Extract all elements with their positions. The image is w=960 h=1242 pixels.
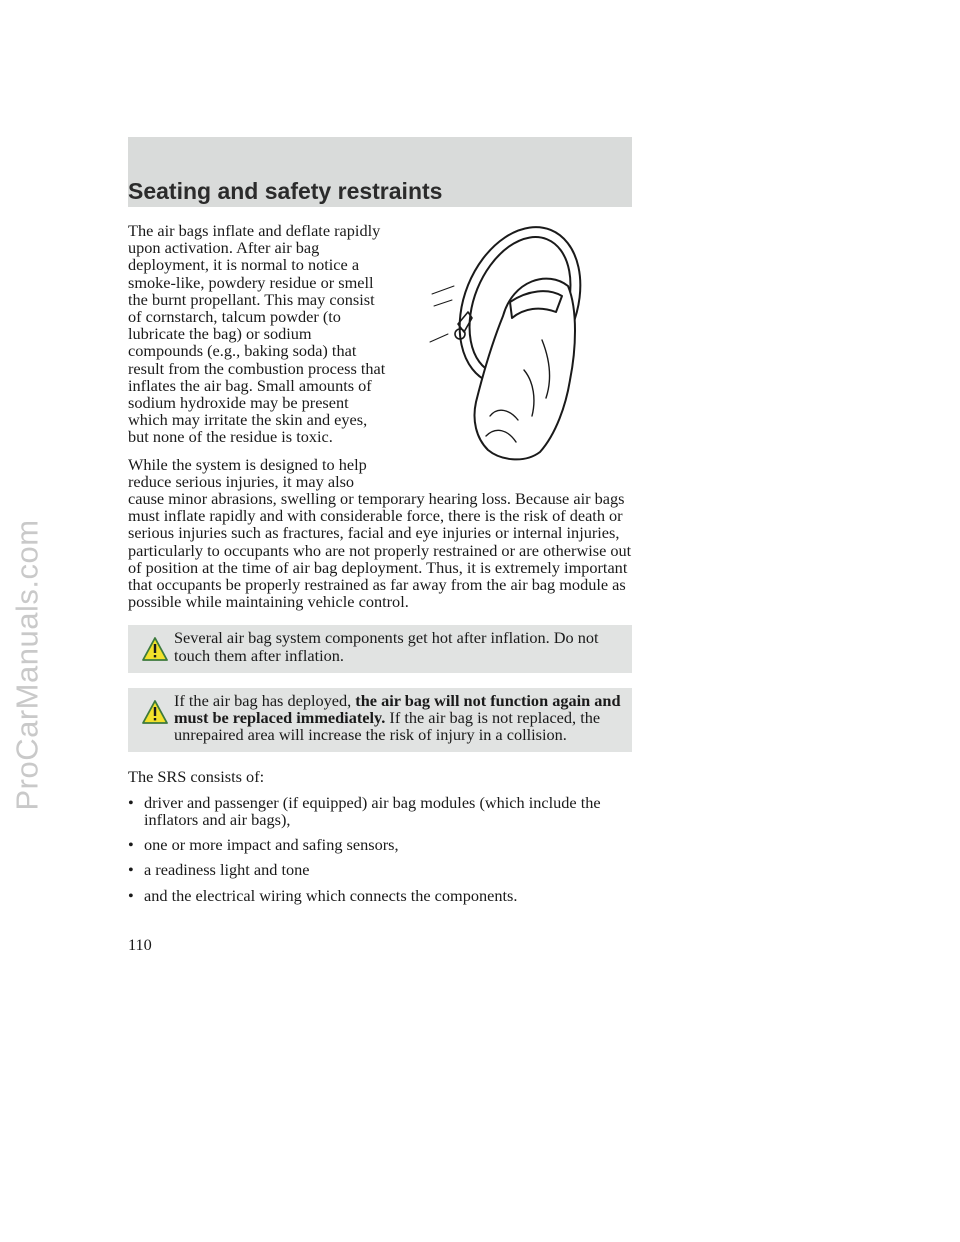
warning-text-deployed <box>128 692 626 744</box>
airbag-deployment-illustration <box>428 220 606 464</box>
warning-deployed-bold: the air bag will not function again and must be replaced immediately. <box>174 690 621 728</box>
warning-box-deployed <box>128 688 632 753</box>
list-item <box>128 861 632 878</box>
injury-paragraph-rest: cause minor abrasions, swelling or temporary hearing loss. Because air bags must inflate rapidly and with considerable force, there is the risk of death or serious injuries such as fractures, facial and eye injuries or internal injuries, particularly to occupants who are not properly restrained or are otherwise out of position at the time of air bag deployment. Thus, it is extremely important that occupants be properly restrained as far away from the air bag module as possible while maintaining vehicle control. <box>128 489 632 612</box>
watermark <box>2 430 54 900</box>
page-number: 110 <box>128 935 152 954</box>
bullet-glyph: • <box>128 860 134 880</box>
list-item <box>128 836 632 853</box>
warning-text-hot-components: Several air bag system components get hot after inflation. Do not touch them after inflation. <box>174 628 599 665</box>
injury-paragraph <box>128 456 632 611</box>
list-item-text: and the electrical wiring which connects the components. <box>144 885 518 905</box>
injury-paragraph-lead: While the system is designed to help reduce serious injuries, it may also <box>128 454 367 491</box>
list-item-text: one or more impact and safing sensors, <box>144 835 399 855</box>
page-content <box>128 222 632 912</box>
bullet-glyph: • <box>128 835 134 855</box>
bullet-glyph: • <box>128 792 134 812</box>
intro-paragraph: The air bags inflate and deflate rapidly upon activation. After air bag deployment, it is normal to notice a smoke-like, powdery residue or smell the burnt propellant. This may consist of cornstarch, talcum powder (to lubricate the bag) or sodium compounds (e.g., baking soda) that result from the combustion process that inflates the air bag. Small amounts of sodium hydroxide may be present which may irritate the skin and eyes, but none of the residue is toxic. <box>128 221 386 447</box>
watermark-text: ProCarManuals.com <box>10 519 46 811</box>
section-title: Seating and safety restraints <box>128 178 443 204</box>
warning-deployed-lead: If the air bag has deployed, <box>174 690 352 710</box>
warning-triangle-icon <box>142 637 168 661</box>
list-item <box>128 887 632 904</box>
bullet-glyph: • <box>128 885 134 905</box>
warning-box-hot-components <box>128 625 632 672</box>
list-item-text: driver and passenger (if equipped) air bag modules (which include the inflators and air bags), <box>144 792 601 829</box>
warning-deployed-rest: If the air bag is not replaced, the unrepaired area will increase the risk of injury in a collision. <box>174 708 601 745</box>
warning-triangle-icon <box>142 700 168 724</box>
section-header <box>128 137 632 207</box>
srs-intro: The SRS consists of: <box>128 767 265 787</box>
srs-component-list <box>128 794 632 904</box>
list-item-text: a readiness light and tone <box>144 860 310 880</box>
list-item <box>128 794 632 828</box>
